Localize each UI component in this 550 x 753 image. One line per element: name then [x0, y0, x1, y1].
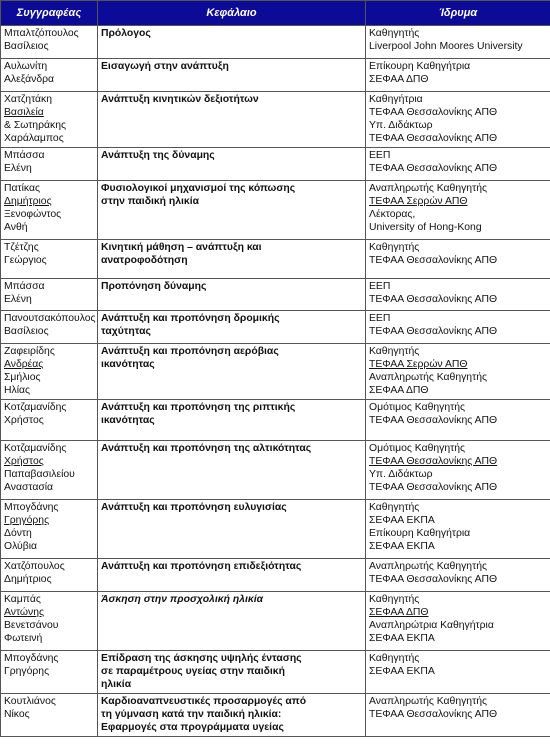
chapter-cell — [98, 400, 366, 441]
author-name: Πανουτσακόπουλος — [4, 313, 96, 324]
chapter-title: Ανάπτυξη και προπόνηση δρομικής — [101, 313, 280, 324]
institution-line: Καθηγητής — [369, 653, 420, 664]
chapter-cell — [98, 148, 366, 181]
author-name: Βασιλεία — [4, 107, 44, 118]
institution-line: Liverpool John Moores University — [369, 41, 523, 52]
chapter-title: τη γύμναση κατά την παιδική ηλικία: — [101, 709, 282, 720]
institution-column-header: Ίδρυμα — [366, 1, 550, 26]
chapter-column-header: Κεφάλαιο — [98, 1, 366, 26]
author-name: Ολύβια — [4, 541, 38, 552]
institution-line: ΤΕΦΑΑ Θεσσαλονίκης ΑΠΘ — [369, 709, 498, 720]
author-name: Χρήστος — [4, 415, 44, 426]
institution-cell — [366, 181, 550, 240]
institution-cell — [366, 59, 550, 92]
author-cell — [1, 500, 98, 559]
chapter-cell — [98, 59, 366, 92]
institution-line: ΤΕΦΑΑ Θεσσαλονίκης ΑΠΘ — [369, 326, 498, 337]
author-cell — [1, 59, 98, 92]
table-row — [1, 311, 550, 344]
institution-line: ΤΕΦΑΑ Σερρών ΑΠΘ — [369, 196, 468, 207]
author-cell — [1, 26, 98, 59]
author-name: Γεώργιος — [4, 255, 47, 266]
author-cell — [1, 148, 98, 181]
author-name: Γρηγόρης — [4, 515, 50, 526]
chapter-title: Εισαγωγή στην ανάπτυξη — [101, 61, 229, 72]
author-name: Χρήστος — [4, 456, 44, 467]
author-name: Παπαβασιλείου — [4, 469, 75, 480]
chapter-cell — [98, 651, 366, 694]
institution-cell — [366, 344, 550, 400]
table-row — [1, 279, 550, 311]
table-row — [1, 441, 550, 500]
institution-line: ΤΕΦΑΑ Σερρών ΑΠΘ — [369, 359, 468, 370]
author-name: Χαράλαμπος — [4, 133, 64, 144]
institution-line: Αναπληρώτρια Καθηγήτρια — [369, 620, 494, 631]
chapter-title: ικανότητας — [101, 415, 155, 426]
chapter-cell — [98, 311, 366, 344]
institution-line: ΤΕΦΑΑ Θεσσαλονίκης ΑΠΘ — [369, 133, 498, 144]
chapter-title: ηλικία — [101, 679, 132, 690]
table-row — [1, 26, 550, 59]
institution-line: Αναπληρωτής Καθηγητής — [369, 561, 487, 572]
author-cell — [1, 344, 98, 400]
institution-line: Ομότιμος Καθηγητής — [369, 443, 466, 454]
author-name: Γρηγόρης — [4, 666, 50, 677]
institution-line: ΤΕΦΑΑ Θεσσαλονίκης ΑΠΘ — [369, 456, 498, 467]
chapter-title: Ανάπτυξη και προπόνηση της ριπτικής — [101, 402, 296, 413]
chapter-cell — [98, 240, 366, 279]
chapter-cell — [98, 694, 366, 737]
chapter-title: Προπόνηση δύναμης — [101, 281, 207, 292]
header-row — [1, 1, 550, 26]
chapter-title: Ανάπτυξη και προπόνηση ευλυγισίας — [101, 502, 287, 513]
institution-line: ΣΕΦΑΑ ΔΠΘ — [369, 607, 429, 618]
table-body — [1, 26, 550, 737]
author-name: Ανθή — [4, 222, 28, 233]
institution-line: ΤΕΦΑΑ Θεσσαλονίκης ΑΠΘ — [369, 415, 498, 426]
table-row — [1, 59, 550, 92]
institution-cell — [366, 279, 550, 311]
institution-cell — [366, 400, 550, 441]
author-name: Μπογδάνης — [4, 653, 59, 664]
institution-line: Καθηγητής — [369, 28, 420, 39]
author-name: Τζέτζης — [4, 242, 39, 253]
table-row — [1, 651, 550, 694]
author-cell — [1, 311, 98, 344]
author-name: Σμήλιος — [4, 372, 41, 383]
author-name: Κουτλιάνος — [4, 696, 56, 707]
table-row — [1, 181, 550, 240]
table-row — [1, 694, 550, 737]
author-name: Βασίλειος — [4, 41, 49, 52]
author-name: Χατζόπουλος — [4, 561, 65, 572]
author-name: Αυλωνίτη — [4, 61, 48, 72]
chapter-title: Καρδιοαναπνευστικές προσαρμογές από — [101, 696, 307, 707]
chapter-title: Ανάπτυξη της δύναμης — [101, 150, 215, 161]
chapter-title: Ανάπτυξη και προπόνηση αερόβιας — [101, 346, 279, 357]
author-name: Δόντη — [4, 528, 32, 539]
author-cell — [1, 441, 98, 500]
institution-line: ΤΕΦΑΑ Θεσσαλονίκης ΑΠΘ — [369, 255, 498, 266]
chapter-title: Φυσιολογικοί μηχανισμοί της κόπωσης — [101, 183, 296, 194]
author-name: Δημήτριος — [4, 574, 52, 585]
author-name: Ξενοφώντος — [4, 209, 62, 220]
institution-line: ΤΕΦΑΑ Θεσσαλονίκης ΑΠΘ — [369, 107, 498, 118]
institution-line: Αναπληρωτής Καθηγητής — [369, 372, 487, 383]
institution-cell — [366, 311, 550, 344]
institution-line: ΕΕΠ — [369, 313, 391, 324]
institution-line: Καθηγητής — [369, 502, 420, 513]
chapter-cell — [98, 500, 366, 559]
chapter-cell — [98, 344, 366, 400]
institution-cell — [366, 240, 550, 279]
author-name: Πατίκας — [4, 183, 41, 194]
table-row — [1, 500, 550, 559]
author-name: Κοτζαμανίδης — [4, 443, 67, 454]
chapter-cell — [98, 181, 366, 240]
institution-cell — [366, 559, 550, 592]
author-name: Βενετσάνου — [4, 620, 59, 631]
author-name: Ζαφειρίδης — [4, 346, 55, 357]
institution-line: ΣΕΦΑΑ ΕΚΠΑ — [369, 666, 435, 677]
author-name: Κοτζαμανίδης — [4, 402, 67, 413]
table-row — [1, 592, 550, 651]
author-name: Αλεξάνδρα — [4, 74, 55, 85]
author-name: Αντώνης — [4, 607, 44, 618]
author-column-header: Συγγραφέας — [1, 1, 98, 26]
institution-line: Αναπληρωτής Καθηγητής — [369, 183, 487, 194]
institution-line: ΤΕΦΑΑ Θεσσαλονίκης ΑΠΘ — [369, 482, 498, 493]
chapter-title: σε παραμέτρους υγείας στην παιδική — [101, 666, 285, 677]
author-name: Μπάσσα — [4, 150, 45, 161]
table-row — [1, 559, 550, 592]
author-cell — [1, 559, 98, 592]
institution-line: Επίκουρη Καθηγήτρια — [369, 528, 471, 539]
chapter-title: Πρόλογος — [101, 28, 151, 39]
chapter-title: Άσκηση στην προσχολική ηλικία — [101, 594, 264, 605]
author-cell — [1, 181, 98, 240]
author-cell — [1, 279, 98, 311]
institution-line: Καθηγητής — [369, 242, 420, 253]
author-name: Καμπάς — [4, 594, 41, 605]
author-name: Ηλίας — [4, 385, 31, 396]
institution-line: Καθηγήτρια — [369, 94, 423, 105]
institution-cell — [366, 441, 550, 500]
institution-line: Καθηγητής — [369, 346, 420, 357]
table-row — [1, 344, 550, 400]
author-name: Βασίλειος — [4, 326, 49, 337]
institution-line: Επίκουρη Καθηγήτρια — [369, 61, 471, 72]
author-name: Δημήτριος — [4, 196, 52, 207]
author-cell — [1, 240, 98, 279]
institution-cell — [366, 148, 550, 181]
table-row — [1, 148, 550, 181]
table-row — [1, 92, 550, 148]
chapter-title: Εφαρμογές στα προγράμματα υγείας — [101, 722, 284, 733]
chapter-title: Ανάπτυξη και προπόνηση της αλτικότητας — [101, 443, 312, 454]
chapter-cell — [98, 592, 366, 651]
institution-line: ΕΕΠ — [369, 281, 391, 292]
institution-line: ΣΕΦΑΑ ΕΚΠΑ — [369, 633, 435, 644]
institution-cell — [366, 26, 550, 59]
institution-cell — [366, 92, 550, 148]
institution-line: ΕΕΠ — [369, 150, 391, 161]
chapter-title: ταχύτητας — [101, 326, 151, 337]
chapter-title: Επίδραση της άσκησης υψηλής έντασης — [101, 653, 302, 664]
institution-cell — [366, 592, 550, 651]
institution-line: ΣΕΦΑΑ ΕΚΠΑ — [369, 541, 435, 552]
author-cell — [1, 400, 98, 441]
chapter-title: Ανάπτυξη και προπόνηση επιδεξιότητας — [101, 561, 302, 572]
chapter-title: Ανάπτυξη κινητικών δεξιοτήτων — [101, 94, 259, 105]
author-name: & Σωτηράκης — [4, 120, 66, 131]
institution-line: Καθηγητής — [369, 594, 420, 605]
chapter-title: ικανότητας — [101, 359, 155, 370]
institution-line: ΣΕΦΑΑ ΔΠΘ — [369, 74, 429, 85]
chapter-title: Κινητική μάθηση – ανάπτυξη και — [101, 242, 262, 253]
table-row — [1, 400, 550, 441]
institution-cell — [366, 651, 550, 694]
author-cell — [1, 92, 98, 148]
chapter-title: ανατροφοδότηση — [101, 255, 188, 266]
institution-line: Λέκτορας, — [369, 209, 416, 220]
institution-line: Υπ. Διδάκτωρ — [369, 120, 433, 131]
institution-line: University of Hong-Kong — [369, 222, 482, 233]
institution-line: ΤΕΦΑΑ Θεσσαλονίκης ΑΠΘ — [369, 163, 498, 174]
institution-line: Αναπληρωτής Καθηγητής — [369, 696, 487, 707]
author-cell — [1, 651, 98, 694]
institution-line: ΣΕΦΑΑ ΕΚΠΑ — [369, 515, 435, 526]
author-cell — [1, 694, 98, 737]
author-name: Χατζητάκη — [4, 94, 53, 105]
author-cell — [1, 592, 98, 651]
author-name: Νίκος — [4, 709, 30, 720]
chapter-cell — [98, 92, 366, 148]
institution-line: ΤΕΦΑΑ Θεσσαλονίκης ΑΠΘ — [369, 294, 498, 305]
institution-line: Υπ. Διδάκτωρ — [369, 469, 433, 480]
institution-cell — [366, 500, 550, 559]
chapter-title: στην παιδική ηλικία — [101, 196, 199, 207]
institution-line: Ομότιμος Καθηγητής — [369, 402, 466, 413]
chapter-cell — [98, 559, 366, 592]
author-name: Ελένη — [4, 294, 32, 305]
author-name: Μπαλτζόπουλος — [4, 28, 79, 39]
author-name: Ελένη — [4, 163, 32, 174]
institution-cell — [366, 694, 550, 737]
chapter-cell — [98, 26, 366, 59]
author-name: Αναστασία — [4, 482, 54, 493]
author-name: Μπογδάνης — [4, 502, 59, 513]
institution-line: ΣΕΦΑΑ ΔΠΘ — [369, 385, 429, 396]
institution-line: ΤΕΦΑΑ Θεσσαλονίκης ΑΠΘ — [369, 574, 498, 585]
author-name: Μπάσσα — [4, 281, 45, 292]
author-name: Φωτεινή — [4, 633, 43, 644]
author-name: Ανδρέας — [4, 359, 44, 370]
chapter-cell — [98, 441, 366, 500]
table-row — [1, 240, 550, 279]
chapter-cell — [98, 279, 366, 311]
